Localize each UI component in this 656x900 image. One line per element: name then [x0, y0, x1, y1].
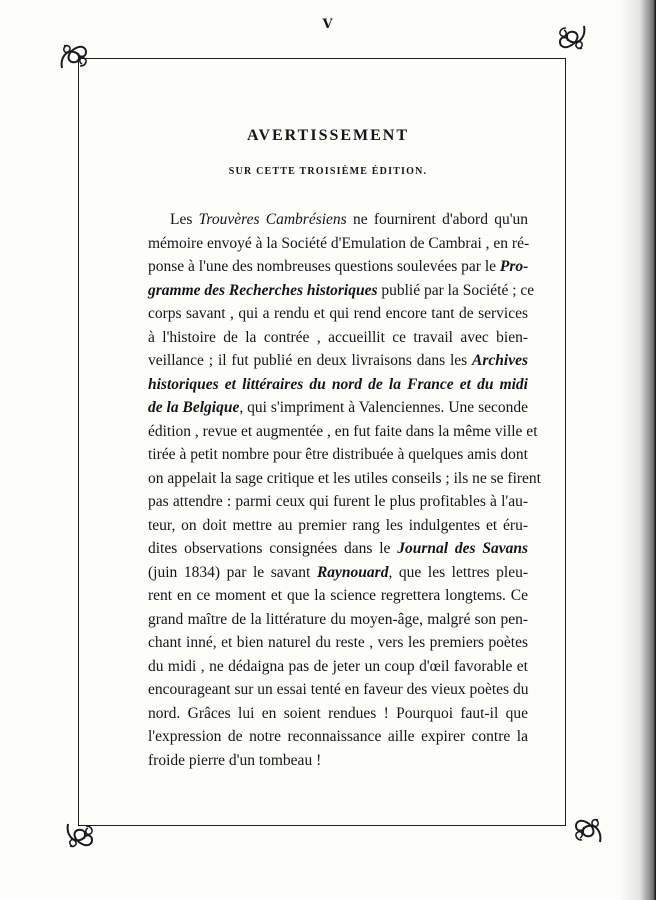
italic-title: historiques et littéraires du nord de la France et du midi [148, 375, 528, 393]
text-line: pas attendre : parmi ceux qui furent le plus profitables à l'au- [148, 493, 528, 510]
text-line: grand maître de la littérature du moyen-âge, malgré son pen- [148, 610, 528, 628]
text-line: du midi , ne dédaigna pas de jeter un coup d'œil favorable et [148, 657, 528, 675]
text-line: tirée à petit nombre pour être distribuée à quelques amis dont [148, 446, 528, 463]
text-line: on appelait la sage critique et les utiles conseils ; ils ne se firent [148, 469, 541, 487]
page-edge-shadow [620, 0, 656, 900]
text-line: ponse à l'une des nombreuses questions soulevées par le Pro- [148, 258, 529, 275]
text-line: l'expression de notre reconnaissance aille expirer contre la [148, 728, 528, 745]
text-line: froide pierre d'un tombeau ! [148, 751, 322, 769]
text-line: nord. Grâces lui en soient rendues ! Pourquoi faut-il que [148, 704, 528, 722]
page-subtitle: SUR CETTE TROISIÈME ÉDITION. [228, 166, 428, 177]
italic-title: gramme des Recherches historiques [148, 281, 378, 299]
italic-title: Trouvères Cambrésiens [198, 211, 347, 228]
top-right-flourish-icon [554, 20, 590, 56]
text-line: dites observations consignées dans le Journal des Savans [148, 540, 528, 557]
text-line: de la Belgique, qui s'impriment à Valenciennes. Une seconde [148, 399, 528, 416]
bottom-left-flourish-icon [62, 818, 98, 854]
text-line: édition , revue et augmentée , en fut faite dans la même ville et [148, 422, 538, 440]
text-line: rent en ce moment et que la science regrettera longtems. Ce [148, 587, 528, 604]
italic-title: de la Belgique [148, 399, 240, 416]
italic-title: Raynouard [316, 563, 389, 581]
text-line: à l'histoire de la contrée , accueillit ce travail avec bien- [148, 328, 528, 346]
italic-title: Pro- [499, 258, 529, 275]
text-line: Les Trouvères Cambrésiens ne fournirent d'abord qu'un [170, 211, 529, 228]
text-line: gramme des Recherches historiques publié par la Société ; ce [148, 281, 535, 299]
italic-title: Archives [472, 352, 528, 369]
italic-title: Journal des Savans [397, 540, 528, 557]
text-line [148, 373, 528, 397]
bottom-right-flourish-icon [570, 812, 606, 848]
text-line: corps savant , qui a rendu et qui rend encore tant de services [148, 305, 528, 322]
text-line: veillance ; il fut publié en deux livraisons dans les Archives [148, 352, 528, 369]
text-line: chant inné, et bien naturel du reste , vers les premiers poètes [148, 634, 528, 651]
text-line: encourageant sur un essai tenté en faveur des vieux poètes du [148, 681, 529, 698]
text-line: (juin 1834) par le savant Raynouard, que les lettres pleu- [148, 563, 528, 581]
body-paragraph [148, 208, 541, 772]
page-title: AVERTISSEMENT [246, 127, 410, 144]
text-line: teur, on doit mettre au premier rang les indulgentes et éru- [148, 516, 528, 534]
text-line: mémoire envoyé à la Société d'Emulation de Cambrai , en ré- [148, 234, 530, 252]
page-number: V [322, 17, 334, 32]
top-left-flourish-icon [56, 38, 92, 74]
